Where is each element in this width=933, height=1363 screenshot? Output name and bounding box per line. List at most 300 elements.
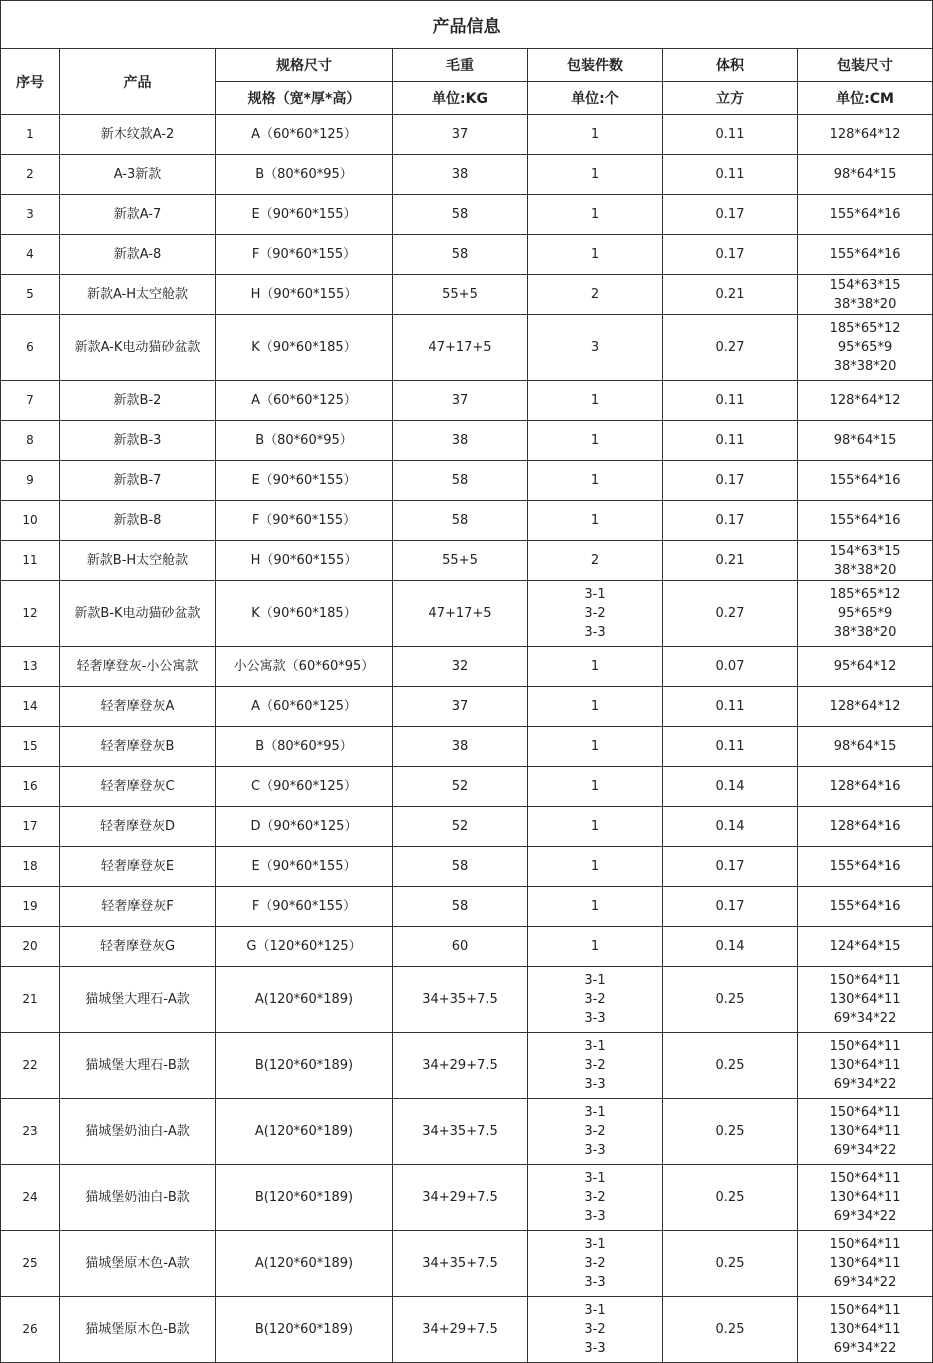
header-pieces: 包装件数 xyxy=(528,49,663,82)
cell-spec: G（120*60*125） xyxy=(216,927,393,967)
cell-pack-line: 69*34*22 xyxy=(833,1341,897,1356)
cell-pieces-line: 1 xyxy=(590,859,600,874)
cell-pack-line: 150*64*11 xyxy=(829,1171,901,1186)
cell-product: 猫城堡大理石-B款 xyxy=(60,1033,216,1099)
cell-pack xyxy=(798,581,933,647)
cell-pack xyxy=(798,195,933,235)
cell-product: 新木纹款A-2 xyxy=(60,115,216,155)
cell-index: 18 xyxy=(1,847,60,887)
cell-index: 10 xyxy=(1,501,60,541)
cell-pack-line: 185*65*12 xyxy=(829,587,901,602)
cell-pieces xyxy=(528,927,663,967)
cell-pieces xyxy=(528,235,663,275)
cell-pack-line: 128*64*12 xyxy=(829,699,901,714)
table-row xyxy=(1,647,933,687)
cell-pack-line: 150*64*11 xyxy=(829,1303,901,1318)
cell-spec: A（60*60*125） xyxy=(216,381,393,421)
cell-weight: 58 xyxy=(393,887,528,927)
table-row xyxy=(1,581,933,647)
cell-pack xyxy=(798,967,933,1033)
cell-volume: 0.11 xyxy=(663,421,798,461)
cell-weight: 52 xyxy=(393,807,528,847)
cell-spec: A（60*60*125） xyxy=(216,687,393,727)
cell-volume: 0.25 xyxy=(663,1231,798,1297)
cell-pack-line: 155*64*16 xyxy=(829,513,901,528)
cell-pack xyxy=(798,1231,933,1297)
cell-index: 8 xyxy=(1,421,60,461)
cell-index: 19 xyxy=(1,887,60,927)
cell-spec: B(120*60*189) xyxy=(216,1033,393,1099)
cell-product: A-3新款 xyxy=(60,155,216,195)
table-row xyxy=(1,155,933,195)
header-volume-unit: 立方 xyxy=(663,82,798,115)
cell-pack-line: 124*64*15 xyxy=(829,939,901,954)
cell-pack-line: 38*38*20 xyxy=(833,296,897,312)
cell-pack-line: 69*34*22 xyxy=(833,1143,897,1158)
table-row xyxy=(1,767,933,807)
cell-volume: 0.25 xyxy=(663,1033,798,1099)
cell-product: 轻奢摩登灰E xyxy=(60,847,216,887)
cell-product: 新款B-7 xyxy=(60,461,216,501)
cell-volume: 0.27 xyxy=(663,581,798,647)
table-row xyxy=(1,967,933,1033)
cell-pieces-line: 1 xyxy=(590,899,600,914)
cell-spec: B（80*60*95） xyxy=(216,421,393,461)
cell-pieces xyxy=(528,461,663,501)
cell-spec: B（80*60*95） xyxy=(216,155,393,195)
cell-weight: 60 xyxy=(393,927,528,967)
table-row xyxy=(1,927,933,967)
cell-pieces-line: 3-1 xyxy=(584,1039,606,1054)
cell-index: 12 xyxy=(1,581,60,647)
cell-pack xyxy=(798,1033,933,1099)
cell-weight: 58 xyxy=(393,195,528,235)
cell-product: 新款B-H太空舱款 xyxy=(60,541,216,581)
cell-pack xyxy=(798,807,933,847)
cell-pieces-line: 1 xyxy=(590,939,600,954)
cell-pieces-line: 3-1 xyxy=(584,1105,606,1120)
cell-pack-line: 155*64*16 xyxy=(829,207,901,222)
cell-index: 7 xyxy=(1,381,60,421)
cell-weight: 34+35+7.5 xyxy=(393,967,528,1033)
cell-pack-line: 128*64*12 xyxy=(829,127,901,142)
header-volume: 体积 xyxy=(663,49,798,82)
cell-weight: 37 xyxy=(393,687,528,727)
cell-weight: 38 xyxy=(393,421,528,461)
cell-product: 轻奢摩登灰G xyxy=(60,927,216,967)
header-weight: 毛重 xyxy=(393,49,528,82)
cell-index: 17 xyxy=(1,807,60,847)
cell-pack xyxy=(798,235,933,275)
header-spec: 规格尺寸 xyxy=(216,49,393,82)
cell-pack xyxy=(798,275,933,315)
table-row xyxy=(1,275,933,315)
cell-index: 20 xyxy=(1,927,60,967)
cell-pieces xyxy=(528,315,663,381)
cell-product: 新款A-7 xyxy=(60,195,216,235)
cell-volume: 0.17 xyxy=(663,235,798,275)
cell-pieces-line: 2 xyxy=(590,287,600,302)
cell-pieces-line: 3-1 xyxy=(584,1237,606,1252)
cell-pack-line: 150*64*11 xyxy=(829,973,901,988)
cell-pieces-line: 1 xyxy=(590,779,600,794)
header-weight-unit: 单位:KG xyxy=(393,82,528,115)
cell-pieces-line: 1 xyxy=(590,739,600,754)
cell-product: 新款A-8 xyxy=(60,235,216,275)
cell-product: 新款A-K电动猫砂盆款 xyxy=(60,315,216,381)
table-row xyxy=(1,1099,933,1165)
cell-weight: 37 xyxy=(393,381,528,421)
cell-product: 新款B-8 xyxy=(60,501,216,541)
cell-pack-line: 150*64*11 xyxy=(829,1039,901,1054)
cell-spec: A(120*60*189) xyxy=(216,1231,393,1297)
cell-pack xyxy=(798,541,933,581)
cell-spec: H（90*60*155） xyxy=(216,541,393,581)
cell-volume: 0.25 xyxy=(663,1099,798,1165)
cell-spec: K（90*60*185） xyxy=(216,315,393,381)
cell-pieces xyxy=(528,1165,663,1231)
cell-pack-line: 98*64*15 xyxy=(833,739,897,754)
cell-pack-line: 185*65*12 xyxy=(829,321,901,336)
cell-volume: 0.11 xyxy=(663,687,798,727)
cell-pack-line: 38*38*20 xyxy=(833,625,897,640)
cell-weight: 34+29+7.5 xyxy=(393,1165,528,1231)
cell-volume: 0.17 xyxy=(663,195,798,235)
table-row xyxy=(1,727,933,767)
cell-product: 猫城堡大理石-A款 xyxy=(60,967,216,1033)
cell-pieces-line: 1 xyxy=(590,659,600,674)
cell-spec: K（90*60*185） xyxy=(216,581,393,647)
cell-pack-line: 130*64*11 xyxy=(829,1190,901,1205)
table-row xyxy=(1,235,933,275)
cell-pack xyxy=(798,461,933,501)
cell-weight: 47+17+5 xyxy=(393,581,528,647)
cell-pieces-line: 3-3 xyxy=(584,1275,606,1290)
cell-pack-line: 155*64*16 xyxy=(829,899,901,914)
cell-pack-line: 98*64*15 xyxy=(833,167,897,182)
cell-pieces xyxy=(528,195,663,235)
cell-volume: 0.11 xyxy=(663,155,798,195)
cell-pack-line: 95*65*9 xyxy=(837,340,893,355)
cell-volume: 0.27 xyxy=(663,315,798,381)
table-row xyxy=(1,687,933,727)
cell-index: 4 xyxy=(1,235,60,275)
cell-weight: 58 xyxy=(393,461,528,501)
cell-pieces xyxy=(528,887,663,927)
cell-pieces xyxy=(528,1099,663,1165)
cell-pack-line: 128*64*16 xyxy=(829,819,901,834)
cell-pieces xyxy=(528,807,663,847)
cell-pieces-line: 3-2 xyxy=(584,992,606,1007)
cell-index: 13 xyxy=(1,647,60,687)
cell-spec: E（90*60*155） xyxy=(216,847,393,887)
cell-pieces-line: 3-1 xyxy=(584,1303,606,1318)
table-row xyxy=(1,501,933,541)
cell-pieces xyxy=(528,647,663,687)
cell-volume: 0.14 xyxy=(663,927,798,967)
cell-spec: F（90*60*155） xyxy=(216,887,393,927)
cell-pack-line: 130*64*11 xyxy=(829,1322,901,1337)
cell-weight: 52 xyxy=(393,767,528,807)
cell-volume: 0.25 xyxy=(663,967,798,1033)
cell-volume: 0.14 xyxy=(663,807,798,847)
cell-weight: 38 xyxy=(393,155,528,195)
cell-pack-line: 130*64*11 xyxy=(829,1124,901,1139)
cell-pack xyxy=(798,1099,933,1165)
cell-spec: C（90*60*125） xyxy=(216,767,393,807)
cell-product: 猫城堡原木色-A款 xyxy=(60,1231,216,1297)
cell-pack-line: 154*63*15 xyxy=(829,277,901,293)
header-product: 产品 xyxy=(60,49,216,115)
cell-index: 9 xyxy=(1,461,60,501)
cell-weight: 58 xyxy=(393,501,528,541)
table-row xyxy=(1,195,933,235)
cell-pack xyxy=(798,115,933,155)
cell-pack-line: 150*64*11 xyxy=(829,1237,901,1252)
cell-volume: 0.11 xyxy=(663,727,798,767)
cell-pack-line: 69*34*22 xyxy=(833,1275,897,1290)
cell-pieces xyxy=(528,115,663,155)
cell-pieces xyxy=(528,687,663,727)
cell-pieces-line: 3 xyxy=(590,340,600,355)
cell-product: 轻奢摩登灰D xyxy=(60,807,216,847)
table-row xyxy=(1,421,933,461)
table-title: 产品信息 xyxy=(1,1,933,49)
cell-product: 新款B-3 xyxy=(60,421,216,461)
cell-pieces xyxy=(528,581,663,647)
cell-pack-line: 154*63*15 xyxy=(829,543,901,559)
cell-pieces xyxy=(528,381,663,421)
cell-index: 14 xyxy=(1,687,60,727)
cell-pieces-line: 1 xyxy=(590,167,600,182)
cell-pack-line: 38*38*20 xyxy=(833,562,897,578)
cell-index: 3 xyxy=(1,195,60,235)
cell-pieces-line: 1 xyxy=(590,513,600,528)
cell-product: 轻奢摩登灰C xyxy=(60,767,216,807)
table-row xyxy=(1,315,933,381)
table-row xyxy=(1,1231,933,1297)
cell-volume: 0.11 xyxy=(663,115,798,155)
table-row xyxy=(1,541,933,581)
cell-index: 2 xyxy=(1,155,60,195)
cell-pieces-line: 3-3 xyxy=(584,1143,606,1158)
cell-spec: B(120*60*189) xyxy=(216,1297,393,1363)
cell-weight: 34+29+7.5 xyxy=(393,1297,528,1363)
cell-index: 26 xyxy=(1,1297,60,1363)
cell-volume: 0.14 xyxy=(663,767,798,807)
cell-product: 新款A-H太空舱款 xyxy=(60,275,216,315)
cell-pieces xyxy=(528,767,663,807)
cell-weight: 55+5 xyxy=(393,541,528,581)
cell-weight: 58 xyxy=(393,847,528,887)
cell-index: 5 xyxy=(1,275,60,315)
cell-index: 15 xyxy=(1,727,60,767)
cell-pieces-line: 3-1 xyxy=(584,587,606,602)
cell-pieces-line: 3-1 xyxy=(584,1171,606,1186)
cell-spec: H（90*60*155） xyxy=(216,275,393,315)
cell-weight: 34+29+7.5 xyxy=(393,1033,528,1099)
table-row xyxy=(1,461,933,501)
cell-weight: 34+35+7.5 xyxy=(393,1099,528,1165)
cell-pack-line: 98*64*15 xyxy=(833,433,897,448)
cell-index: 21 xyxy=(1,967,60,1033)
cell-volume: 0.17 xyxy=(663,887,798,927)
cell-spec: E（90*60*155） xyxy=(216,195,393,235)
cell-pack-line: 130*64*11 xyxy=(829,1058,901,1073)
cell-pack xyxy=(798,847,933,887)
header-index: 序号 xyxy=(1,49,60,115)
cell-pack xyxy=(798,381,933,421)
cell-weight: 32 xyxy=(393,647,528,687)
table-row xyxy=(1,847,933,887)
cell-spec: D（90*60*125） xyxy=(216,807,393,847)
header-pieces-unit: 单位:个 xyxy=(528,82,663,115)
header-pack: 包装尺寸 xyxy=(798,49,933,82)
cell-pieces-line: 3-3 xyxy=(584,1341,606,1356)
cell-pieces-line: 3-2 xyxy=(584,606,606,621)
cell-index: 11 xyxy=(1,541,60,581)
cell-pack-line: 69*34*22 xyxy=(833,1011,897,1026)
cell-pieces-line: 1 xyxy=(590,473,600,488)
cell-volume: 0.17 xyxy=(663,501,798,541)
cell-pack xyxy=(798,727,933,767)
cell-product: 新款B-K电动猫砂盆款 xyxy=(60,581,216,647)
cell-volume: 0.17 xyxy=(663,847,798,887)
cell-volume: 0.25 xyxy=(663,1297,798,1363)
cell-pieces xyxy=(528,275,663,315)
cell-volume: 0.07 xyxy=(663,647,798,687)
cell-product: 轻奢摩登灰B xyxy=(60,727,216,767)
cell-pieces xyxy=(528,1033,663,1099)
cell-weight: 47+17+5 xyxy=(393,315,528,381)
cell-pieces xyxy=(528,541,663,581)
cell-pieces-line: 3-3 xyxy=(584,1077,606,1092)
cell-pack-line: 95*64*12 xyxy=(833,659,897,674)
cell-pieces-line: 1 xyxy=(590,127,600,142)
cell-pack-line: 128*64*16 xyxy=(829,779,901,794)
cell-pack-line: 128*64*12 xyxy=(829,393,901,408)
cell-pieces-line: 3-3 xyxy=(584,1209,606,1224)
cell-pieces-line: 1 xyxy=(590,699,600,714)
cell-pieces xyxy=(528,967,663,1033)
cell-volume: 0.11 xyxy=(663,381,798,421)
cell-pieces-line: 3-2 xyxy=(584,1190,606,1205)
cell-volume: 0.25 xyxy=(663,1165,798,1231)
cell-pieces-line: 3-2 xyxy=(584,1058,606,1073)
cell-product: 新款B-2 xyxy=(60,381,216,421)
cell-weight: 34+35+7.5 xyxy=(393,1231,528,1297)
cell-pack xyxy=(798,1165,933,1231)
cell-pack xyxy=(798,687,933,727)
cell-spec: A（60*60*125） xyxy=(216,115,393,155)
cell-pieces-line: 3-3 xyxy=(584,1011,606,1026)
cell-pack xyxy=(798,647,933,687)
cell-pack-line: 155*64*16 xyxy=(829,859,901,874)
table-row xyxy=(1,1297,933,1363)
cell-index: 1 xyxy=(1,115,60,155)
cell-pack xyxy=(798,887,933,927)
cell-product: 轻奢摩登灰F xyxy=(60,887,216,927)
cell-spec: F（90*60*155） xyxy=(216,235,393,275)
cell-pack-line: 38*38*20 xyxy=(833,359,897,374)
cell-pieces-line: 2 xyxy=(590,553,600,568)
cell-pack xyxy=(798,501,933,541)
cell-spec: E（90*60*155） xyxy=(216,461,393,501)
cell-product: 轻奢摩登灰-小公寓款 xyxy=(60,647,216,687)
cell-index: 6 xyxy=(1,315,60,381)
cell-pieces-line: 3-2 xyxy=(584,1322,606,1337)
table-body xyxy=(1,115,933,1363)
cell-pack xyxy=(798,421,933,461)
cell-pieces xyxy=(528,421,663,461)
cell-weight: 58 xyxy=(393,235,528,275)
cell-pieces-line: 3-2 xyxy=(584,1124,606,1139)
cell-weight: 55+5 xyxy=(393,275,528,315)
table-row xyxy=(1,381,933,421)
cell-pieces xyxy=(528,1297,663,1363)
cell-pack xyxy=(798,1297,933,1363)
table-row xyxy=(1,807,933,847)
cell-pack-line: 155*64*16 xyxy=(829,473,901,488)
cell-pack-line: 130*64*11 xyxy=(829,992,901,1007)
cell-weight: 37 xyxy=(393,115,528,155)
cell-pack-line: 69*34*22 xyxy=(833,1077,897,1092)
cell-product: 猫城堡奶油白-A款 xyxy=(60,1099,216,1165)
cell-pack-line: 95*65*9 xyxy=(837,606,893,621)
cell-index: 25 xyxy=(1,1231,60,1297)
cell-spec: A(120*60*189) xyxy=(216,1099,393,1165)
cell-index: 24 xyxy=(1,1165,60,1231)
cell-pieces-line: 1 xyxy=(590,433,600,448)
cell-spec: 小公寓款（60*60*95） xyxy=(216,647,393,687)
cell-pack-line: 155*64*16 xyxy=(829,247,901,262)
header-pack-unit: 单位:CM xyxy=(798,82,933,115)
cell-index: 22 xyxy=(1,1033,60,1099)
cell-pack-line: 130*64*11 xyxy=(829,1256,901,1271)
cell-index: 16 xyxy=(1,767,60,807)
cell-index: 23 xyxy=(1,1099,60,1165)
cell-pack xyxy=(798,927,933,967)
cell-pack xyxy=(798,767,933,807)
cell-pieces-line: 1 xyxy=(590,819,600,834)
cell-pieces xyxy=(528,727,663,767)
cell-pack xyxy=(798,155,933,195)
cell-product: 轻奢摩登灰A xyxy=(60,687,216,727)
cell-product: 猫城堡奶油白-B款 xyxy=(60,1165,216,1231)
cell-spec: B(120*60*189) xyxy=(216,1165,393,1231)
cell-volume: 0.21 xyxy=(663,275,798,315)
cell-volume: 0.17 xyxy=(663,461,798,501)
header-spec-unit: 规格（宽*厚*高） xyxy=(216,82,393,115)
cell-pack-line: 150*64*11 xyxy=(829,1105,901,1120)
table-row xyxy=(1,887,933,927)
cell-spec: F（90*60*155） xyxy=(216,501,393,541)
cell-pieces-line: 3-2 xyxy=(584,1256,606,1271)
cell-pieces-line: 1 xyxy=(590,247,600,262)
cell-product: 猫城堡原木色-B款 xyxy=(60,1297,216,1363)
cell-pieces-line: 1 xyxy=(590,207,600,222)
cell-spec: A(120*60*189) xyxy=(216,967,393,1033)
cell-pieces xyxy=(528,847,663,887)
table-row xyxy=(1,1165,933,1231)
cell-volume: 0.21 xyxy=(663,541,798,581)
cell-weight: 38 xyxy=(393,727,528,767)
cell-pieces xyxy=(528,1231,663,1297)
cell-pack-line: 69*34*22 xyxy=(833,1209,897,1224)
cell-pieces xyxy=(528,501,663,541)
cell-pieces-line: 1 xyxy=(590,393,600,408)
table-row xyxy=(1,115,933,155)
